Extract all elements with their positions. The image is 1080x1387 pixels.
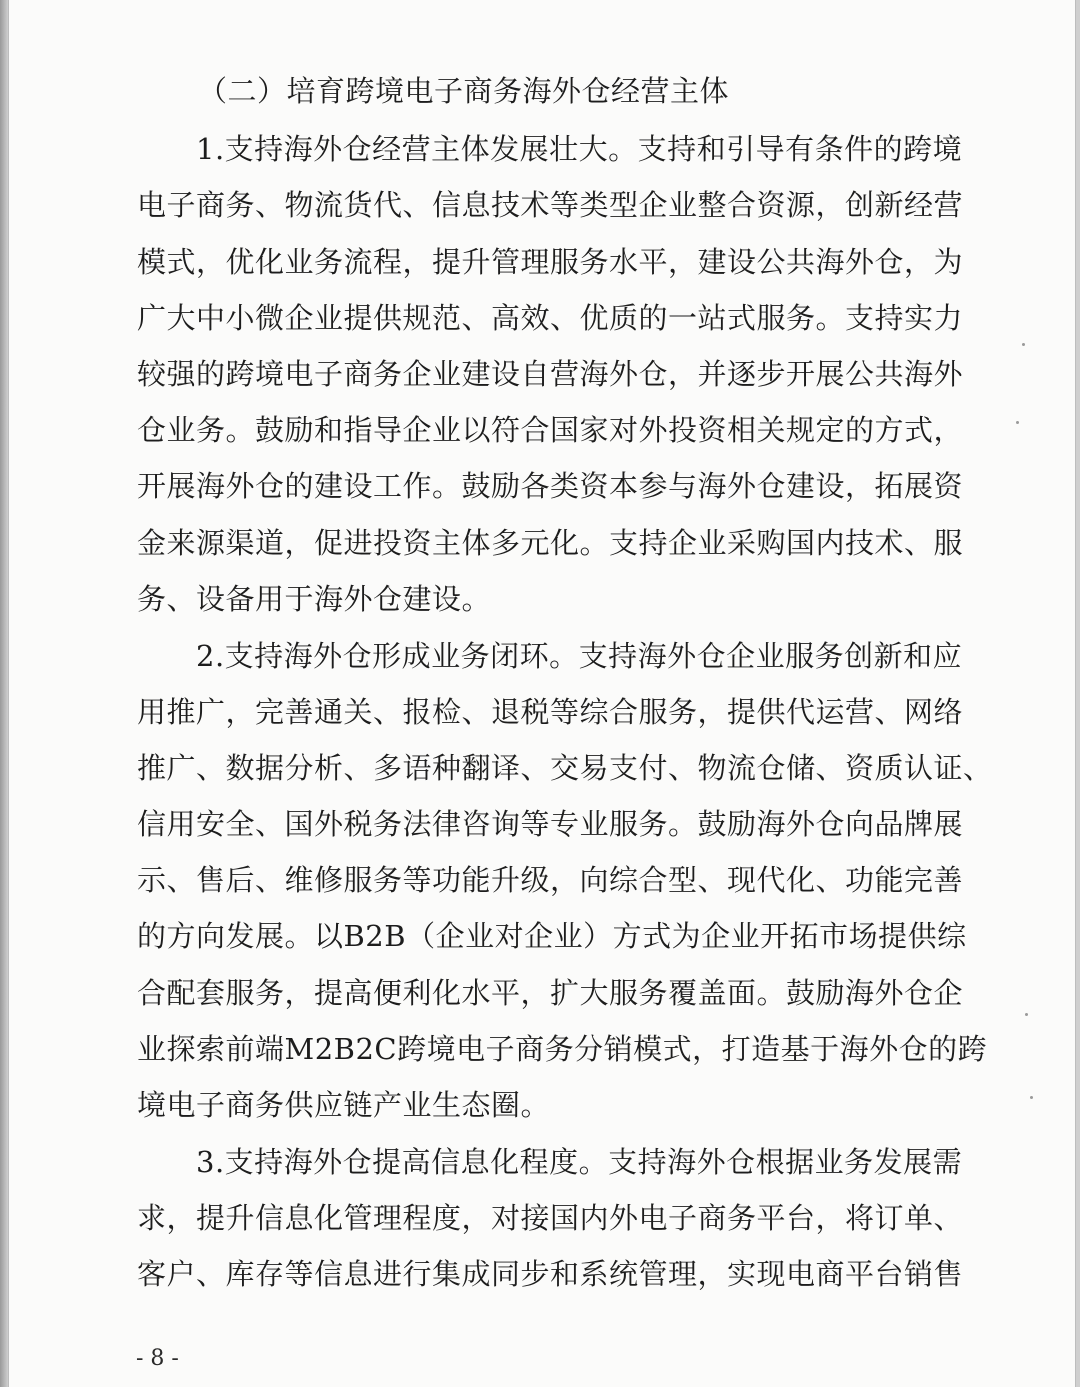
paragraph-2-line-6: 的方向发展。以B2B（企业对企业）方式为企业开拓市场提供综 [137, 919, 967, 953]
paragraph-2-line-2: 用推广，完善通关、报检、退税等综合服务，提供代运营、网络 [137, 695, 964, 729]
scan-edge-shadow [0, 0, 8, 1387]
paragraph-1-line-4: 广大中小微企业提供规范、高效、优质的一站式服务。支持实力 [137, 301, 964, 335]
paragraph-2-line-3: 推广、数据分析、多语种翻译、交易支付、物流仓储、资质认证、 [137, 751, 993, 785]
paragraph-1-line-6: 仓业务。鼓励和指导企业以符合国家对外投资相关规定的方式， [137, 413, 964, 447]
paragraph-2-line-9: 境电子商务供应链产业生态圈。 [137, 1088, 551, 1122]
paragraph-3-line-2: 求，提升信息化管理程度，对接国内外电子商务平台，将订单、 [137, 1201, 964, 1235]
paragraph-1-line-9: 务、设备用于海外仓建设。 [137, 582, 492, 616]
paragraph-2-line-8: 业探索前端M2B2C跨境电子商务分销模式，打造基于海外仓的跨 [137, 1032, 988, 1066]
paragraph-3-line-1: 3.支持海外仓提高信息化程度。支持海外仓根据业务发展需 [196, 1145, 963, 1179]
page-number: - 8 - [136, 1346, 179, 1371]
section-heading: （二）培育跨境电子商务海外仓经营主体 [198, 74, 730, 108]
paragraph-3-line-3: 客户、库存等信息进行集成同步和系统管理，实现电商平台销售 [137, 1257, 964, 1291]
paragraph-1-line-5: 较强的跨境电子商务企业建设自营海外仓，并逐步开展公共海外 [137, 357, 964, 391]
scan-speck [1025, 1013, 1028, 1016]
paragraph-2-line-4: 信用安全、国外税务法律咨询等专业服务。鼓励海外仓向品牌展 [137, 807, 964, 841]
scan-speck [1016, 421, 1019, 424]
paragraph-2-line-7: 合配套服务，提高便利化水平，扩大服务覆盖面。鼓励海外仓企 [137, 976, 964, 1010]
paragraph-1-line-3: 模式，优化业务流程，提升管理服务水平，建设公共海外仓，为 [137, 245, 964, 279]
paragraph-2-line-5: 示、售后、维修服务等功能升级，向综合型、现代化、功能完善 [137, 863, 964, 897]
paragraph-1-line-1: 1.支持海外仓经营主体发展壮大。支持和引导有条件的跨境 [196, 132, 963, 166]
scan-speck [1022, 343, 1025, 346]
paragraph-2-line-1: 2.支持海外仓形成业务闭环。支持海外仓企业服务创新和应 [196, 639, 963, 673]
paragraph-1-line-8: 金来源渠道，促进投资主体多元化。支持企业采购国内技术、服 [137, 526, 964, 560]
scan-speck [1030, 1096, 1033, 1099]
paragraph-1-line-7: 开展海外仓的建设工作。鼓励各类资本参与海外仓建设，拓展资 [137, 469, 964, 503]
paragraph-1-line-2: 电子商务、物流货代、信息技术等类型企业整合资源，创新经营 [137, 188, 964, 222]
